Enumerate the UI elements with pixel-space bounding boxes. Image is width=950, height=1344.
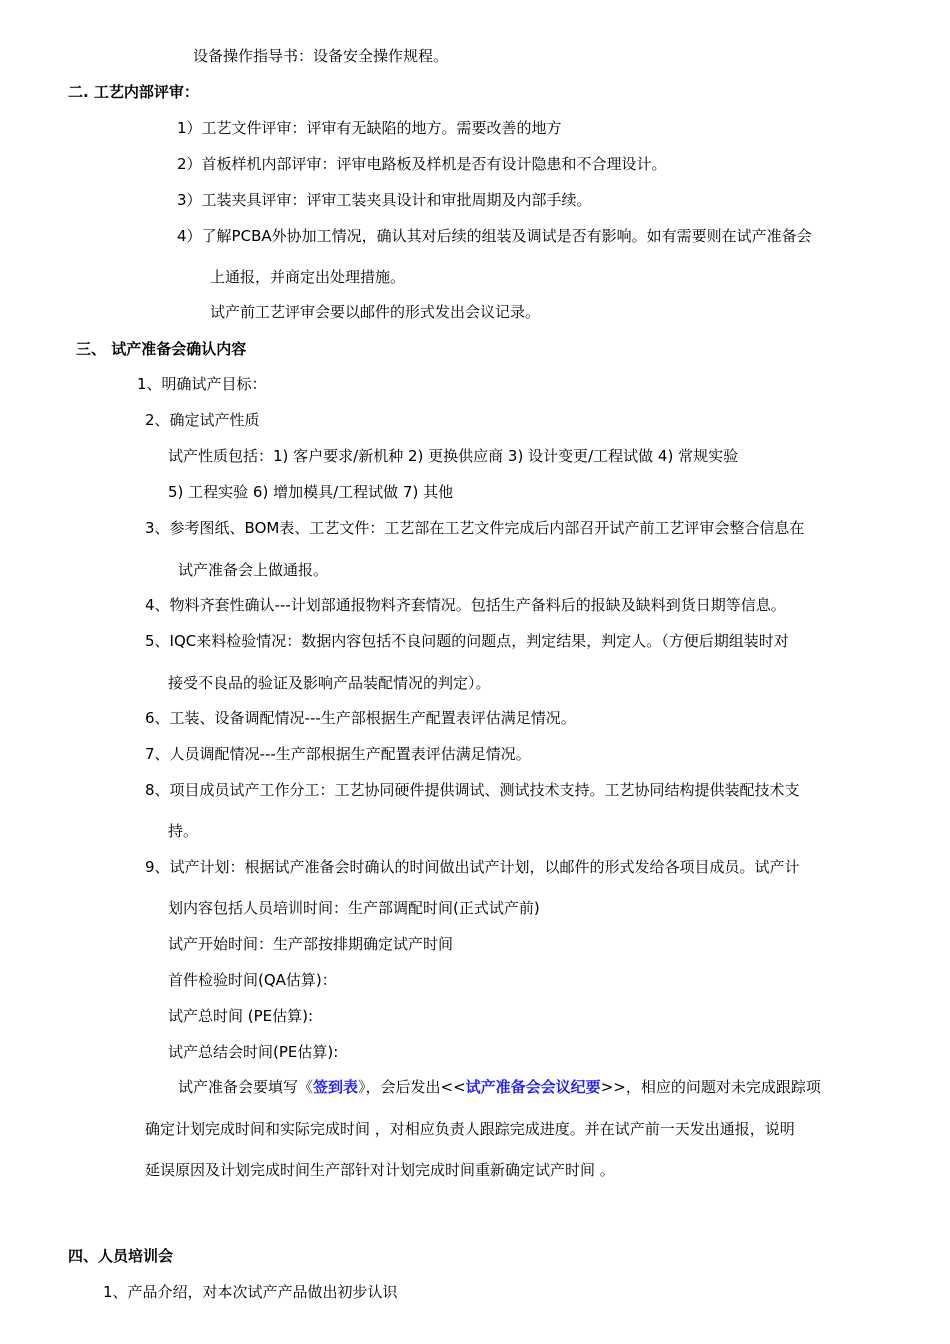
section-heading: 二. 工艺内部评审：	[68, 83, 199, 101]
list-item: 9、试产计划：根据试产准备会时确认的时间做出试产计划，以邮件的形式发给各项目成员。试产计	[145, 858, 800, 876]
list-item: 4）了解PCBA外协加工情况，确认其对后续的组装及调试是否有影响。如有需要则在试产准备会	[177, 227, 812, 245]
text-line: 5) 工程实验 6) 增加模具/工程试做 7) 其他	[168, 483, 454, 501]
list-item: 5、IQC来料检验情况：数据内容包括不良问题的问题点，判定结果，判定人。（方便后期组装时对	[145, 632, 789, 650]
sign-in-sheet-link[interactable]: 签到表	[313, 1078, 359, 1096]
list-item-continued: 持。	[168, 822, 199, 840]
text-line: 试产开始时间：生产部按排期确定试产时间	[168, 935, 454, 953]
list-item-continued: 上通报，并商定出处理措施。	[210, 268, 406, 286]
text-line: 设备操作指导书：设备安全操作规程。	[193, 47, 449, 65]
paragraph-line: 延误原因及计划完成时间生产部针对计划完成时间重新确定试产时间 。	[145, 1161, 615, 1179]
list-item-continued: 接受不良品的验证及影响产品装配情况的判定）。	[168, 674, 491, 692]
paragraph-line: 确定计划完成时间和实际完成时间 ，对相应负责人跟踪完成进度。并在试产前一天发出通报，说明	[145, 1120, 795, 1138]
section-heading: 三、 试产准备会确认内容	[76, 340, 247, 358]
list-item-continued: 划内容包括人员培训时间：生产部调配时间(正式试产前)	[168, 899, 540, 917]
list-item: 8、项目成员试产工作分工：工艺协同硬件提供调试、测试技术支持。工艺协同结构提供装配技术支	[145, 781, 800, 799]
meeting-minutes-link[interactable]: 试产准备会会议纪要	[465, 1078, 601, 1096]
text-line: 试产前工艺评审会要以邮件的形式发出会议记录。	[210, 303, 541, 321]
list-item: 6、工装、设备调配情况---生产部根据生产配置表评估满足情况。	[145, 709, 576, 727]
list-item: 2）首板样机内部评审：评审电路板及样机是否有设计隐患和不合理设计。	[177, 155, 667, 173]
text-run: 》，会后发出<<	[358, 1078, 466, 1096]
list-item: 2、确定试产性质	[145, 411, 260, 429]
paragraph-line	[178, 1077, 821, 1097]
text-line: 试产性质包括：1) 客户要求/新机种 2) 更换供应商 3) 设计变更/工程试做 4) 常规实验	[168, 447, 739, 465]
list-item-continued: 试产准备会上做通报。	[178, 561, 329, 579]
text-line: 试产总时间 (PE估算):	[168, 1007, 314, 1025]
list-item: 3）工装夹具评审：评审工装夹具设计和审批周期及内部手续。	[177, 191, 592, 209]
list-item: 3、参考图纸、BOM表、工艺文件：工艺部在工艺文件完成后内部召开试产前工艺评审会整合信息在	[145, 519, 805, 537]
list-item: 1）工艺文件评审：评审有无缺陷的地方。需要改善的地方	[177, 119, 562, 137]
list-item: 1、明确试产目标：	[137, 375, 267, 393]
list-item: 4、物料齐套性确认---计划部通报物料齐套情况。包括生产备料后的报缺及缺料到货日期等信息。	[145, 596, 786, 614]
text-run: 试产准备会要填写《	[178, 1078, 314, 1096]
list-item: 7、人员调配情况---生产部根据生产配置表评估满足情况。	[145, 745, 531, 763]
text-line: 首件检验时间(QA估算)：	[168, 971, 337, 989]
text-run: >>，相应的问题对未完成跟踪项	[600, 1078, 821, 1096]
text-line: 试产总结会时间(PE估算):	[168, 1043, 339, 1061]
section-heading: 四、人员培训会	[68, 1247, 174, 1265]
list-item: 1、产品介绍，对本次试产产品做出初步认识	[103, 1283, 398, 1301]
